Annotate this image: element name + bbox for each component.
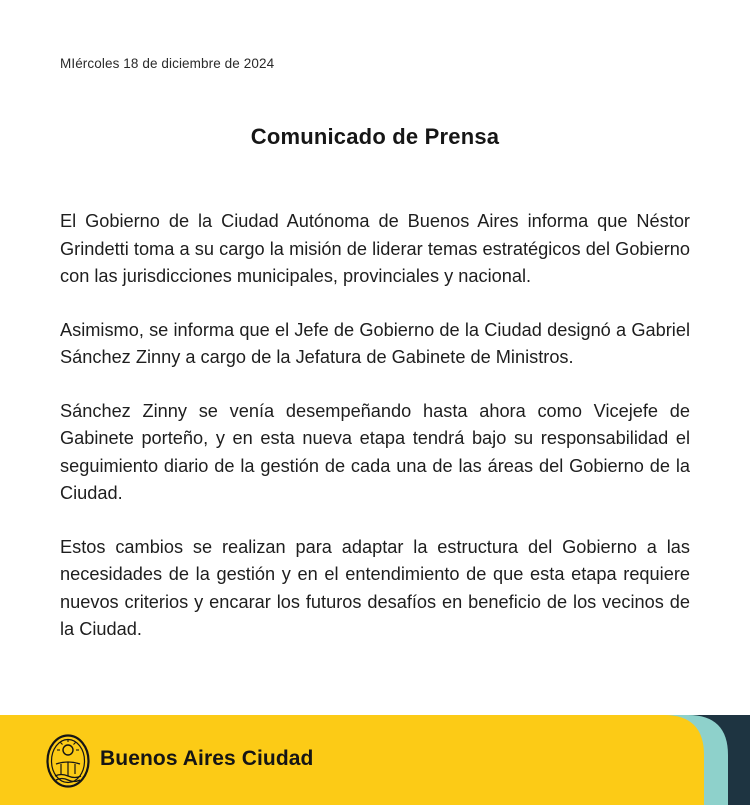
- paragraph: Sánchez Zinny se venía desempeñando hasta ahora como Vicejefe de Gabinete porteño, y en esta nueva etapa tendrá bajo su responsabilidad el seguimiento diario de la gestión de cada una de las áreas del Gobierno de la Ciudad.: [60, 400, 690, 503]
- release-date: MIércoles 18 de diciembre de 2024: [60, 56, 275, 71]
- footer-band: [0, 715, 750, 805]
- page-title: Comunicado de Prensa: [250, 124, 500, 149]
- buenos-aires-crest-icon: [46, 734, 90, 788]
- brand-name: Buenos Aires Ciudad: [100, 747, 314, 770]
- paragraph: Asimismo, se informa que el Jefe de Gobierno de la Ciudad designó a Gabriel Sánchez Zinny a cargo de la Jefatura de Gabinete de Ministros.: [60, 319, 690, 367]
- paragraph: Estos cambios se realizan para adaptar la estructura del Gobierno a las necesidades de la gestión y en el entendimiento de que esta etapa requiere nuevos criterios y encarar los futuros desafíos en beneficio de los vecinos de la Ciudad.: [60, 536, 690, 639]
- release-body: [60, 208, 690, 670]
- paragraph: El Gobierno de la Ciudad Autónoma de Buenos Aires informa que Néstor Grindetti toma a su cargo la misión de liderar temas estratégicos del Gobierno con las jurisdicciones municipales, provinciales y nacional.: [60, 211, 690, 286]
